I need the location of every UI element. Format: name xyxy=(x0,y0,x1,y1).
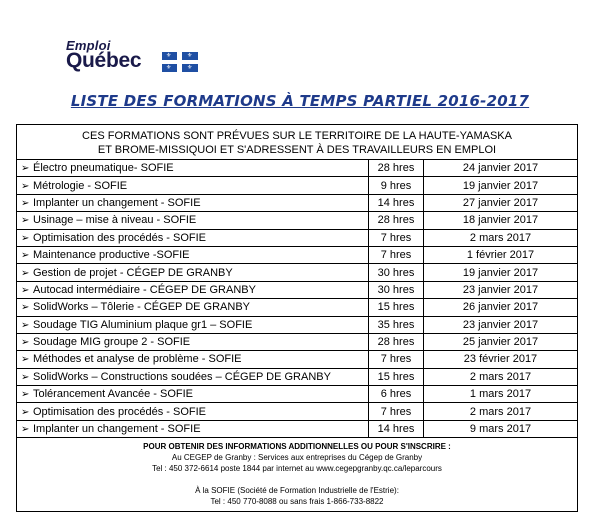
formation-date: 24 janvier 2017 xyxy=(424,160,578,177)
arrow-bullet-icon: ➢ xyxy=(21,197,30,209)
table-header xyxy=(17,125,577,160)
formation-name: Méthodes et analyse de problème - SOFIE xyxy=(33,353,242,366)
arrow-bullet-icon: ➢ xyxy=(21,319,30,331)
formation-hours: 7 hres xyxy=(369,229,424,246)
arrow-bullet-icon: ➢ xyxy=(21,389,30,401)
table-row xyxy=(17,316,577,333)
formation-date: 18 janvier 2017 xyxy=(424,212,578,229)
formation-name: Autocad intermédiaire - CÉGEP DE GRANBY xyxy=(33,283,256,296)
formation-name: Électro pneumatique- SOFIE xyxy=(33,162,174,175)
table-row xyxy=(17,264,577,281)
formation-date: 27 janvier 2017 xyxy=(424,194,578,211)
formation-date: 9 mars 2017 xyxy=(424,420,578,437)
formation-hours: 14 hres xyxy=(369,194,424,211)
formation-hours: 14 hres xyxy=(369,420,424,437)
formation-date: 23 janvier 2017 xyxy=(424,281,578,298)
arrow-bullet-icon: ➢ xyxy=(21,267,30,279)
footer-line-4: À la SOFIE (Société de Formation Industrielle de l'Estrie): xyxy=(195,486,399,496)
header-line-2: ET BROME-MISSIQUOI ET S'ADRESSENT À DES TRAVAILLEURS EN EMPLOI xyxy=(97,144,497,156)
formation-hours: 9 hres xyxy=(369,177,424,194)
arrow-bullet-icon: ➢ xyxy=(21,215,30,227)
arrow-bullet-icon: ➢ xyxy=(21,337,30,349)
formation-name: Implanter un changement - SOFIE xyxy=(33,196,201,209)
formation-date: 26 janvier 2017 xyxy=(424,299,578,316)
arrow-bullet-icon: ➢ xyxy=(21,406,30,418)
formation-name-cell xyxy=(17,351,369,368)
formation-name-cell xyxy=(17,403,369,420)
table-row xyxy=(17,333,577,350)
arrow-bullet-icon: ➢ xyxy=(21,250,30,262)
formation-date: 2 mars 2017 xyxy=(424,229,578,246)
table-row xyxy=(17,194,577,211)
table-row xyxy=(17,420,577,437)
formation-name-cell xyxy=(17,246,369,263)
formation-name: Optimisation des procédés - SOFIE xyxy=(33,231,207,244)
formation-name: Optimisation des procédés - SOFIE xyxy=(33,405,207,418)
table-row xyxy=(17,386,577,403)
arrow-bullet-icon: ➢ xyxy=(21,371,30,383)
footer-line-2: Au CEGEP de Granby : Services aux entreprises du Cégep de Granby xyxy=(171,453,423,463)
arrow-bullet-icon: ➢ xyxy=(21,302,30,314)
table-row xyxy=(17,351,577,368)
formation-name: Soudage TIG Aluminium plaque gr1 – SOFIE xyxy=(33,318,253,331)
formation-date: 2 mars 2017 xyxy=(424,368,578,385)
formation-name-cell xyxy=(17,299,369,316)
arrow-bullet-icon: ➢ xyxy=(21,163,30,175)
quebec-flag-icon: ⚜ ⚜ ⚜ ⚜ xyxy=(162,52,198,72)
table-row xyxy=(17,403,577,420)
formation-name-cell xyxy=(17,160,369,177)
footer-line-5: Tel : 450 770-8088 ou sans frais 1-866-733-8822 xyxy=(210,497,384,507)
formation-name-cell xyxy=(17,420,369,437)
table-footer xyxy=(17,438,577,511)
formation-name: Métrologie - SOFIE xyxy=(33,179,128,192)
table-row xyxy=(17,246,577,263)
arrow-bullet-icon: ➢ xyxy=(21,180,30,192)
formation-date: 23 janvier 2017 xyxy=(424,316,578,333)
formation-name-cell xyxy=(17,316,369,333)
table-row xyxy=(17,299,577,316)
arrow-bullet-icon: ➢ xyxy=(21,424,30,436)
formation-name: Tolérancement Avancée - SOFIE xyxy=(33,388,193,401)
formation-date: 1 février 2017 xyxy=(424,246,578,263)
formation-name: SolidWorks – Constructions soudées – CÉGEP DE GRANBY xyxy=(33,370,331,383)
formation-hours: 28 hres xyxy=(369,160,424,177)
formations-table-box xyxy=(16,124,578,512)
formation-date: 19 janvier 2017 xyxy=(424,177,578,194)
formation-name-cell xyxy=(17,212,369,229)
formation-name-cell xyxy=(17,229,369,246)
formation-name: SolidWorks – Tôlerie - CÉGEP DE GRANBY xyxy=(33,301,251,314)
formations-table xyxy=(17,160,577,438)
logo-emploi-text: Emploi xyxy=(66,38,111,53)
formation-name-cell xyxy=(17,177,369,194)
formation-hours: 28 hres xyxy=(369,212,424,229)
formation-name-cell xyxy=(17,333,369,350)
table-row xyxy=(17,177,577,194)
formation-date: 2 mars 2017 xyxy=(424,403,578,420)
arrow-bullet-icon: ➢ xyxy=(21,232,30,244)
footer-line-1: POUR OBTENIR DES INFORMATIONS ADDITIONNELLES OU POUR S'INSCRIRE : xyxy=(143,442,451,452)
arrow-bullet-icon: ➢ xyxy=(21,284,30,296)
formation-hours: 15 hres xyxy=(369,368,424,385)
formation-name: Maintenance productive -SOFIE xyxy=(33,249,190,262)
table-row xyxy=(17,368,577,385)
formation-date: 19 janvier 2017 xyxy=(424,264,578,281)
formation-name: Implanter un changement - SOFIE xyxy=(33,423,201,436)
page-title: LISTE DES FORMATIONS À TEMPS PARTIEL 2016-2017 xyxy=(70,92,530,110)
formation-name-cell xyxy=(17,368,369,385)
formation-hours: 7 hres xyxy=(369,246,424,263)
formation-hours: 35 hres xyxy=(369,316,424,333)
logo-quebec-text: Québec xyxy=(66,49,142,72)
emploi-quebec-logo xyxy=(66,38,196,78)
formation-hours: 6 hres xyxy=(369,386,424,403)
formation-name: Usinage – mise à niveau - SOFIE xyxy=(33,214,197,227)
footer-line-3: Tel : 450 372-6614 poste 1844 par internet au www.cegepgranby.qc.ca/leparcours xyxy=(152,464,442,474)
formation-hours: 7 hres xyxy=(369,351,424,368)
formation-date: 23 février 2017 xyxy=(424,351,578,368)
formation-date: 1 mars 2017 xyxy=(424,386,578,403)
arrow-bullet-icon: ➢ xyxy=(21,354,30,366)
formation-name-cell xyxy=(17,264,369,281)
formation-name: Soudage MIG groupe 2 - SOFIE xyxy=(33,336,191,349)
formation-name: Gestion de projet - CÉGEP DE GRANBY xyxy=(33,266,233,279)
table-row xyxy=(17,212,577,229)
formation-date: 25 janvier 2017 xyxy=(424,333,578,350)
table-row xyxy=(17,160,577,177)
header-line-1: CES FORMATIONS SONT PRÉVUES SUR LE TERRITOIRE DE LA HAUTE-YAMASKA xyxy=(82,130,512,142)
formation-hours: 30 hres xyxy=(369,281,424,298)
table-row xyxy=(17,281,577,298)
formation-name-cell xyxy=(17,281,369,298)
formation-name-cell xyxy=(17,194,369,211)
formation-hours: 7 hres xyxy=(369,403,424,420)
formation-name-cell xyxy=(17,386,369,403)
formation-hours: 15 hres xyxy=(369,299,424,316)
table-row xyxy=(17,229,577,246)
formation-hours: 30 hres xyxy=(369,264,424,281)
formation-hours: 28 hres xyxy=(369,333,424,350)
